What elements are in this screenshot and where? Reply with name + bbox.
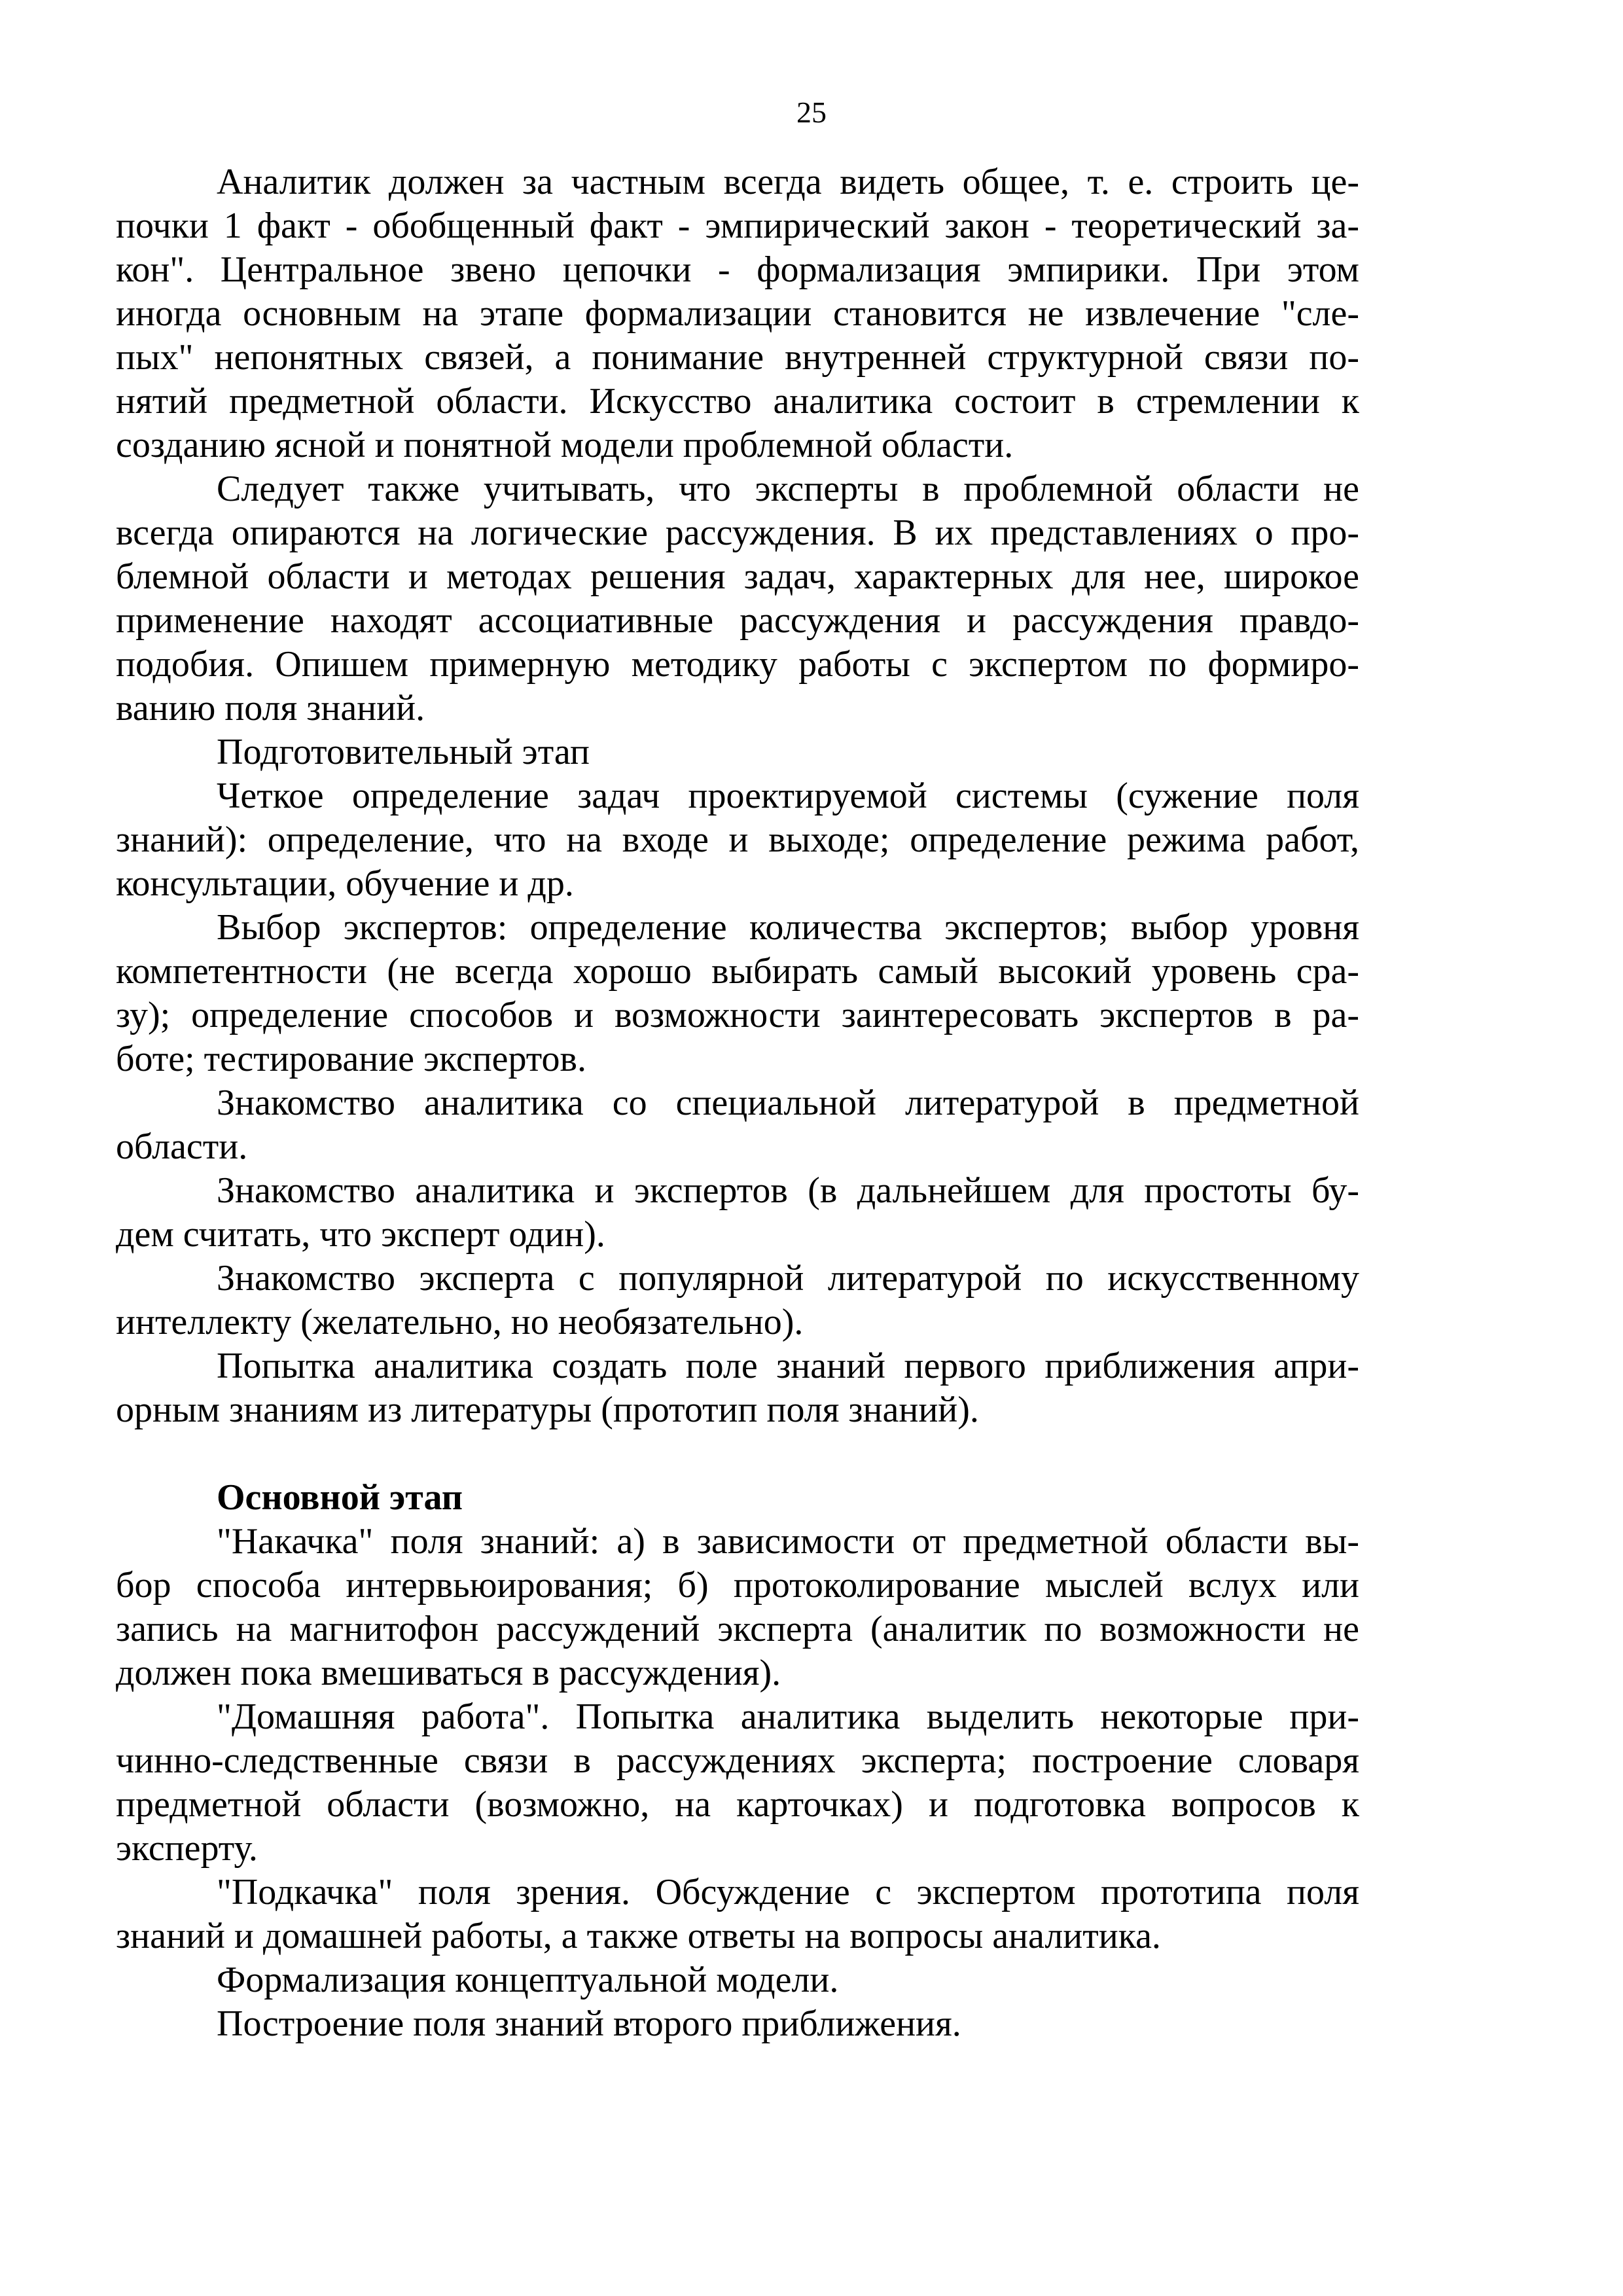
- page-number: 25: [796, 96, 827, 129]
- paragraph: [116, 1958, 1359, 2002]
- text-line: чинно-следственные связи в рассуждениях эксперта; построение словаря: [116, 1740, 1359, 1781]
- paragraph: [116, 1520, 1359, 1695]
- text-line: Аналитик должен за частным всегда видеть общее, т. е. строить це-: [217, 162, 1359, 202]
- text-line: блемной области и методах решения задач, характерных для нее, широкое: [116, 556, 1359, 597]
- paragraph: [116, 1344, 1359, 1432]
- paragraph: [116, 774, 1359, 906]
- paragraph: [116, 1169, 1359, 1257]
- text-line: Подготовительный этап: [217, 732, 590, 772]
- text-line: области.: [116, 1126, 248, 1167]
- text-line: знаний): определение, что на входе и выходе; определение режима работ,: [116, 819, 1359, 860]
- text-line: применение находят ассоциативные рассуждения и рассуждения правдо-: [116, 600, 1359, 641]
- text-line: пых" непонятных связей, а понимание внутренней структурной связи по-: [116, 337, 1359, 378]
- text-line: эксперту.: [116, 1828, 258, 1869]
- text-line: "Подкачка" поля зрения. Обсуждение с экспертом прототипа поля: [217, 1872, 1359, 1912]
- text-line: Следует также учитывать, что эксперты в проблемной области не: [217, 469, 1359, 509]
- text-line: компетентности (не всегда хорошо выбирать самый высокий уровень сра-: [116, 951, 1359, 992]
- text-line: бор способа интервьюирования; б) протоколирование мыслей вслух или: [116, 1565, 1359, 1605]
- section-intro: [116, 160, 1359, 1432]
- paragraph: [116, 2002, 1359, 2046]
- text-line: знаний и домашней работы, а также ответы на вопросы аналитика.: [116, 1916, 1161, 1956]
- text-line: запись на магнитофон рассуждений эксперта (аналитик по возможности не: [116, 1609, 1359, 1649]
- text-line: "Домашняя работа". Попытка аналитика выделить некоторые при-: [217, 1696, 1359, 1737]
- paragraph: [116, 906, 1359, 1081]
- text-line: иногда основным на этапе формализации становится не извлечение "сле-: [116, 293, 1359, 334]
- text-line: зу); определение способов и возможности заинтересовать экспертов в ра-: [116, 995, 1359, 1035]
- paragraph: [116, 1081, 1359, 1169]
- paragraph: [116, 1871, 1359, 1958]
- text-line: Знакомство эксперта с популярной литературой по искусственному: [217, 1258, 1359, 1299]
- text-line: дем считать, что эксперт один).: [116, 1214, 605, 1255]
- section-main-stage: [116, 1520, 1359, 2046]
- text-line: нятий предметной области. Искусство аналитика состоит в стремлении к: [116, 381, 1359, 422]
- paragraph: [116, 730, 1359, 774]
- document-body: [116, 160, 1359, 2046]
- text-line: почки 1 факт - обобщенный факт - эмпирический закон - теоретический за-: [116, 206, 1359, 246]
- text-line: Знакомство аналитика и экспертов (в дальнейшем для простоты бу-: [217, 1170, 1359, 1211]
- text-line: Выбор экспертов: определение количества экспертов; выбор уровня: [217, 907, 1359, 948]
- text-line: всегда опираются на логические рассуждения. В их представлениях о про-: [116, 512, 1359, 553]
- text-line: Четкое определение задач проектируемой системы (сужение поля: [217, 776, 1359, 816]
- text-line: Построение поля знаний второго приближения.: [217, 2003, 961, 2044]
- text-line: Знакомство аналитика со специальной литературой в предметной: [217, 1083, 1359, 1123]
- text-line: Попытка аналитика создать поле знаний первого приближения апри-: [217, 1346, 1359, 1386]
- section-heading: Основной этап: [217, 1477, 463, 1518]
- text-line: должен пока вмешиваться в рассуждения).: [116, 1653, 781, 1693]
- text-line: "Накачка" поля знаний: а) в зависимости от предметной области вы-: [217, 1521, 1359, 1562]
- paragraph: [116, 467, 1359, 730]
- text-line: орным знаниям из литературы (прототип поля знаний).: [116, 1390, 979, 1430]
- text-line: подобия. Опишем примерную методику работы с экспертом по формиро-: [116, 644, 1359, 685]
- text-line: предметной области (возможно, на карточках) и подготовка вопросов к: [116, 1784, 1359, 1825]
- text-line: Формализация концептуальной модели.: [217, 1960, 839, 2000]
- paragraph: [116, 1695, 1359, 1871]
- paragraph: [116, 160, 1359, 467]
- paragraph: [116, 1257, 1359, 1344]
- text-line: созданию ясной и понятной модели проблемной области.: [116, 425, 1014, 465]
- text-line: ванию поля знаний.: [116, 688, 425, 728]
- text-line: консультации, обучение и др.: [116, 863, 574, 904]
- text-line: боте; тестирование экспертов.: [116, 1039, 586, 1079]
- text-line: интеллекту (желательно, но необязательно).: [116, 1302, 804, 1342]
- text-line: кон". Центральное звено цепочки - формализация эмпирики. При этом: [116, 249, 1359, 290]
